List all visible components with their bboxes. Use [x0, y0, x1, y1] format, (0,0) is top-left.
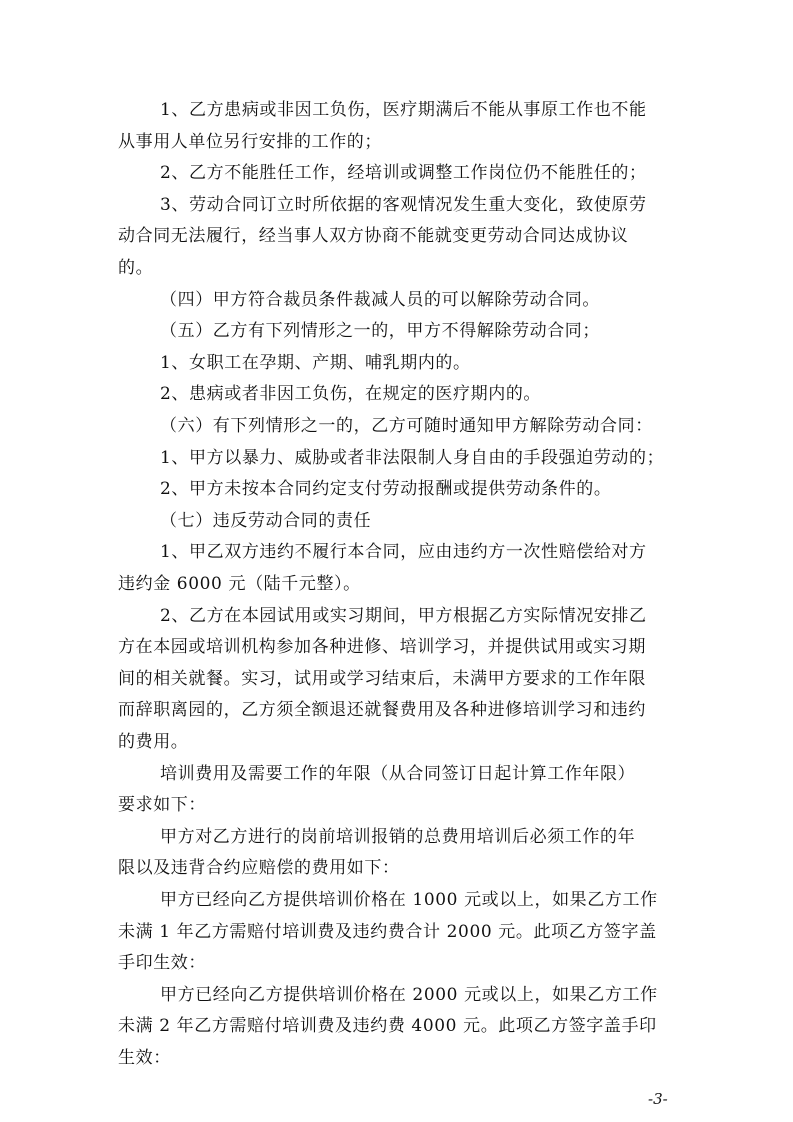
text-line: （七）违反劳动合同的责任: [160, 510, 372, 531]
text-line: （四）甲方符合裁员条件裁减人员的可以解除劳动合同。: [160, 289, 600, 310]
text-line: 1、女职工在孕期、产期、哺乳期内的。: [160, 352, 471, 373]
text-line: （六）有下列情形之一的，乙方可随时通知甲方解除劳动合同：: [160, 416, 653, 436]
text-line: 生效：: [118, 1048, 171, 1068]
text-line: 2、甲方未按本合同约定支付劳动报酬或提供劳动条件的。: [160, 479, 612, 500]
text-line: 甲方已经向乙方提供培训价格在 1000 元或以上，如果乙方工作: [160, 890, 658, 910]
text-line: （五）乙方有下列情形之一的，甲方不得解除劳动合同；: [160, 321, 600, 342]
text-line: 间的相关就餐。实习，试用或学习结束后，未满甲方要求的工作年限: [118, 668, 646, 689]
text-line: 1、甲方以暴力、威胁或者非法限制人身自由的手段强迫劳动的；: [160, 447, 665, 468]
text-line: 限以及违背合约应赔偿的费用如下：: [118, 858, 400, 879]
text-line: 2、乙方不能胜任工作，经培训或调整工作岗位仍不能胜任的；: [160, 163, 647, 184]
text-line: 培训费用及需要工作的年限（从合同签订日起计算工作年限）: [160, 763, 636, 784]
text-line: 的。: [118, 258, 154, 278]
text-line: 动合同无法履行，经当事人双方协商不能就变更劳动合同达成协议: [118, 226, 629, 247]
text-line: 甲方对乙方进行的岗前培训报销的总费用培训后必须工作的年: [160, 826, 636, 847]
text-line: 1、乙方患病或非因工负伤，医疗期满后不能从事原工作也不能: [160, 100, 647, 120]
page-number: -3-: [648, 1090, 668, 1108]
text-line: 甲方已经向乙方提供培训价格在 2000 元或以上，如果乙方工作: [160, 984, 658, 1005]
text-line: 要求如下：: [118, 795, 206, 816]
text-line: 3、劳动合同订立时所依据的客观情况发生重大变化，致使原劳: [160, 194, 647, 215]
text-line: 未满 2 年乙方需赔付培训费及违约费 4000 元。此项乙方签字盖手印: [118, 1016, 657, 1037]
text-line: 未满 1 年乙方需赔付培训费及违约费合计 2000 元。此项乙方签字盖: [118, 921, 657, 942]
text-line: 而辞职离园的，乙方须全额退还就餐费用及各种进修培训学习和违约: [118, 700, 646, 721]
text-line: 2、患病或者非因工负伤，在规定的医疗期内的。: [160, 384, 542, 405]
text-line: 手印生效：: [118, 953, 206, 974]
text-line: 2、乙方在本园试用或实习期间，甲方根据乙方实际情况安排乙: [160, 605, 647, 626]
text-line: 从事用人单位另行安排的工作的；: [118, 131, 382, 152]
text-line: 方在本园或培训机构参加各种进修、培训学习，并提供试用或实习期: [118, 637, 646, 658]
text-line: 的费用。: [118, 732, 189, 752]
text-line: 违约金 6000 元（陆千元整）。: [118, 574, 361, 594]
text-line: 1、甲乙双方违约不履行本合同，应由违约方一次性赔偿给对方: [160, 542, 647, 563]
